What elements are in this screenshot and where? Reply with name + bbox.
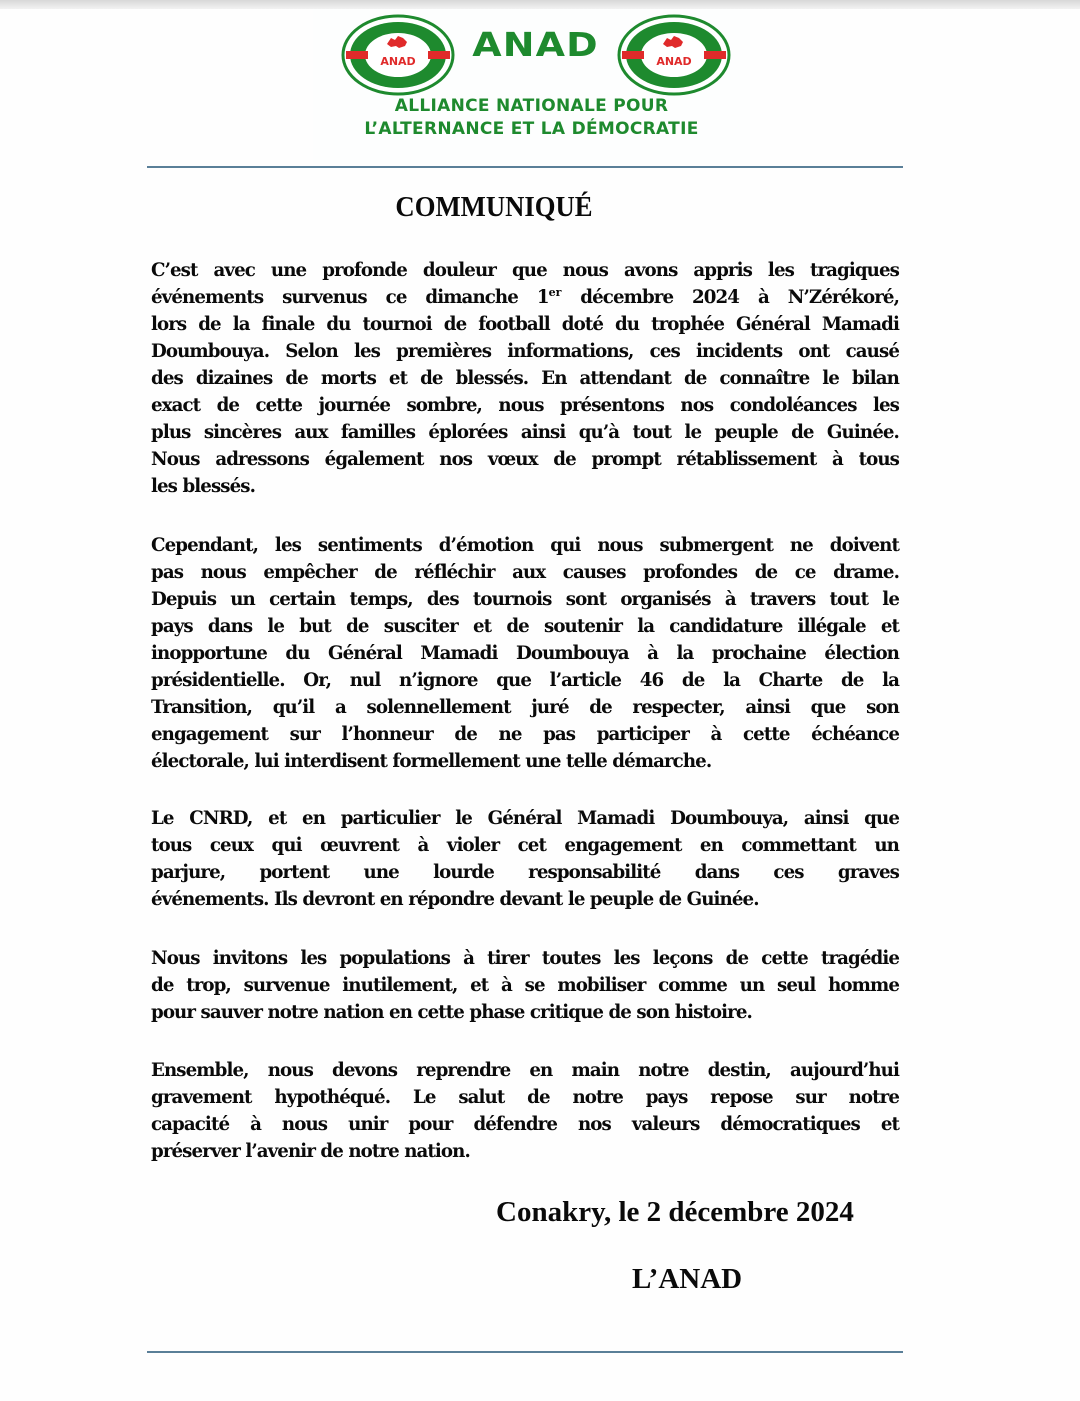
text-line: pas nous empêcher de réfléchir aux causes profondes de ce drame. — [151, 562, 899, 583]
text-line: inopportune du Général Mamadi Doumbouya à la prochaine élection — [151, 643, 899, 664]
text-line: des dizaines de morts et de blessés. En attendant de connaître le bilan — [151, 368, 899, 389]
text-line: présidentielle. Or, nul n’ignore que l’article 46 de la Charte de la — [151, 670, 899, 691]
text-line: électorale, lui interdisent formellement une telle démarche. — [151, 751, 712, 772]
text-line: Nous invitons les populations à tirer toutes les leçons de cette tragédie — [151, 948, 899, 969]
svg-text:ANAD: ANAD — [380, 55, 416, 68]
header-divider — [147, 166, 903, 168]
footer-divider — [147, 1351, 903, 1353]
text-line: Le CNRD, et en particulier le Général Mamadi Doumbouya, ainsi que — [151, 808, 899, 829]
anad-wordmark: ANAD — [472, 25, 599, 64]
paragraph-2 — [151, 532, 899, 775]
svg-text:ANAD: ANAD — [656, 55, 692, 68]
text-line: pays dans le but de susciter et de soutenir la candidature illégale et — [151, 616, 899, 637]
paragraph-4 — [151, 945, 899, 1026]
text-line: les blessés. — [151, 476, 256, 497]
text-line: gravement hypothéqué. Le salut de notre pays repose sur notre — [151, 1087, 899, 1108]
text-line: événements. Ils devront en répondre devant le peuple de Guinée. — [151, 889, 759, 910]
anad-emblem-icon — [616, 14, 732, 96]
page-title: COMMUNIQUÉ — [395, 191, 593, 223]
text-line: Transition, qu’il a solennellement juré de respecter, ainsi que son — [151, 697, 899, 718]
text-line: Ensemble, nous devons reprendre en main notre destin, aujourd’hui — [151, 1060, 899, 1081]
paragraph-5 — [151, 1057, 899, 1165]
paragraph-3 — [151, 805, 899, 913]
text-line: tous ceux qui œuvrent à violer cet engagement en commettant un — [151, 835, 899, 856]
text-line: plus sincères aux familles éplorées ainsi qu’à tout le peuple de Guinée. — [151, 422, 899, 443]
text-line: de trop, survenue inutilement, et à se mobiliser comme un seul homme — [151, 975, 899, 996]
signature: L’ANAD — [632, 1263, 743, 1295]
text-line: engagement sur l’honneur de ne pas participer à cette échéance — [151, 724, 899, 745]
text-line: exact de cette journée sombre, nous présentons nos condoléances les — [151, 395, 899, 416]
text-line: Depuis un certain temps, des tournois sont organisés à travers tout le — [151, 589, 899, 610]
text-line: Doumbouya. Selon les premières informations, ces incidents ont causé — [151, 341, 899, 362]
text-line: événements survenus ce dimanche 1er décembre 2024 à N’Zérékoré, — [151, 286, 899, 308]
place-and-date: Conakry, le 2 décembre 2024 — [496, 1196, 854, 1228]
text-line: C’est avec une profonde douleur que nous avons appris les tragiques — [151, 260, 899, 281]
anad-emblem-icon — [340, 14, 456, 96]
paragraph-1 — [151, 257, 899, 500]
text-line: Cependant, les sentiments d’émotion qui nous submergent ne doivent — [151, 535, 899, 556]
org-name-line1: ALLIANCE NATIONALE POUR — [394, 96, 669, 116]
text-line: parjure, portent une lourde responsabilité dans ces graves — [151, 862, 899, 883]
text-line: lors de la finale du tournoi de football doté du trophée Général Mamadi — [151, 314, 899, 335]
text-line: pour sauver notre nation en cette phase critique de son histoire. — [151, 1002, 752, 1023]
text-line: préserver l’avenir de notre nation. — [151, 1141, 470, 1162]
text-line: Nous adressons également nos vœux de prompt rétablissement à tous — [151, 449, 899, 470]
org-name-line2: L’ALTERNANCE ET LA DÉMOCRATIE — [364, 119, 699, 139]
letterhead — [313, 9, 750, 164]
text-line: capacité à nous unir pour défendre nos valeurs démocratiques et — [151, 1114, 899, 1135]
top-shadow-strip — [0, 0, 1080, 9]
